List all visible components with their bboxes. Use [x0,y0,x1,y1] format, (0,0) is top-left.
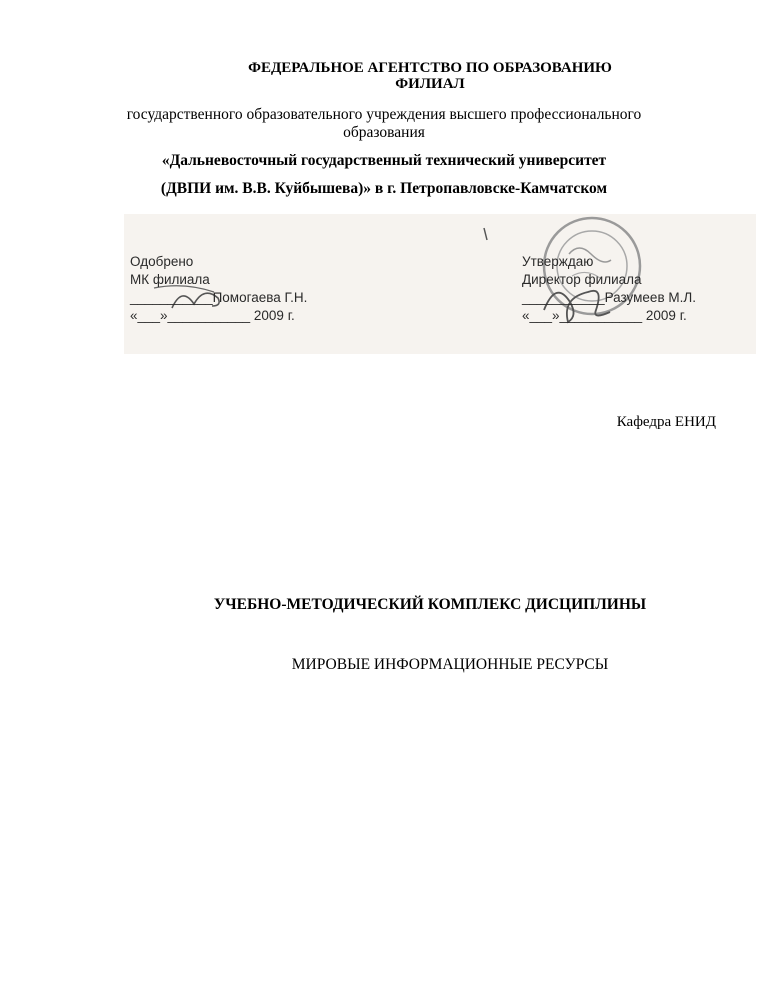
filial-heading: ФИЛИАЛ [395,76,465,92]
institution-line-1: государственного образовательного учреждения высшего профессионального [126,106,642,123]
complex-title: УЧЕБНО-МЕТОДИЧЕСКИЙ КОМПЛЕКС ДИСЦИПЛИНЫ [213,596,647,613]
director-date-blank: «___»___________ [522,308,643,323]
commission-date-blank: «___»___________ [130,308,251,323]
director-name: Разумеев М.Л. [604,290,696,305]
official-stamp [124,214,756,354]
commission-date-line [130,308,295,323]
director-year: 2009 г. [645,308,687,323]
approval-scan [124,214,756,354]
director-label: Директор филиала [522,272,642,287]
institution-line-2: образования [343,124,425,141]
university-line-1: «Дальневосточный государственный технический университет [161,152,607,169]
commission-label: МК филиала [130,272,210,287]
approved-label: Одобрено [130,254,194,269]
department-label: Кафедра ЕНИД [616,414,716,430]
commission-chair-name: Помогаева Г.Н. [212,290,308,305]
director-signature-line: ___________Разумеев М.Л. [522,290,696,305]
commission-signature-line: ___________Помогаева Г.Н. [130,290,308,305]
director-date-line [522,308,687,323]
university-line-2: (ДВПИ им. В.В. Куйбышева)» в г. Петропавловске-Камчатском [160,180,608,197]
confirm-label: Утверждаю [522,254,594,269]
commission-year: 2009 г. [253,308,295,323]
discipline-name: МИРОВЫЕ ИНФОРМАЦИОННЫЕ РЕСУРСЫ [291,656,609,673]
agency-heading: ФЕДЕРАЛЬНОЕ АГЕНТСТВО ПО ОБРАЗОВАНИЮ [248,60,612,76]
